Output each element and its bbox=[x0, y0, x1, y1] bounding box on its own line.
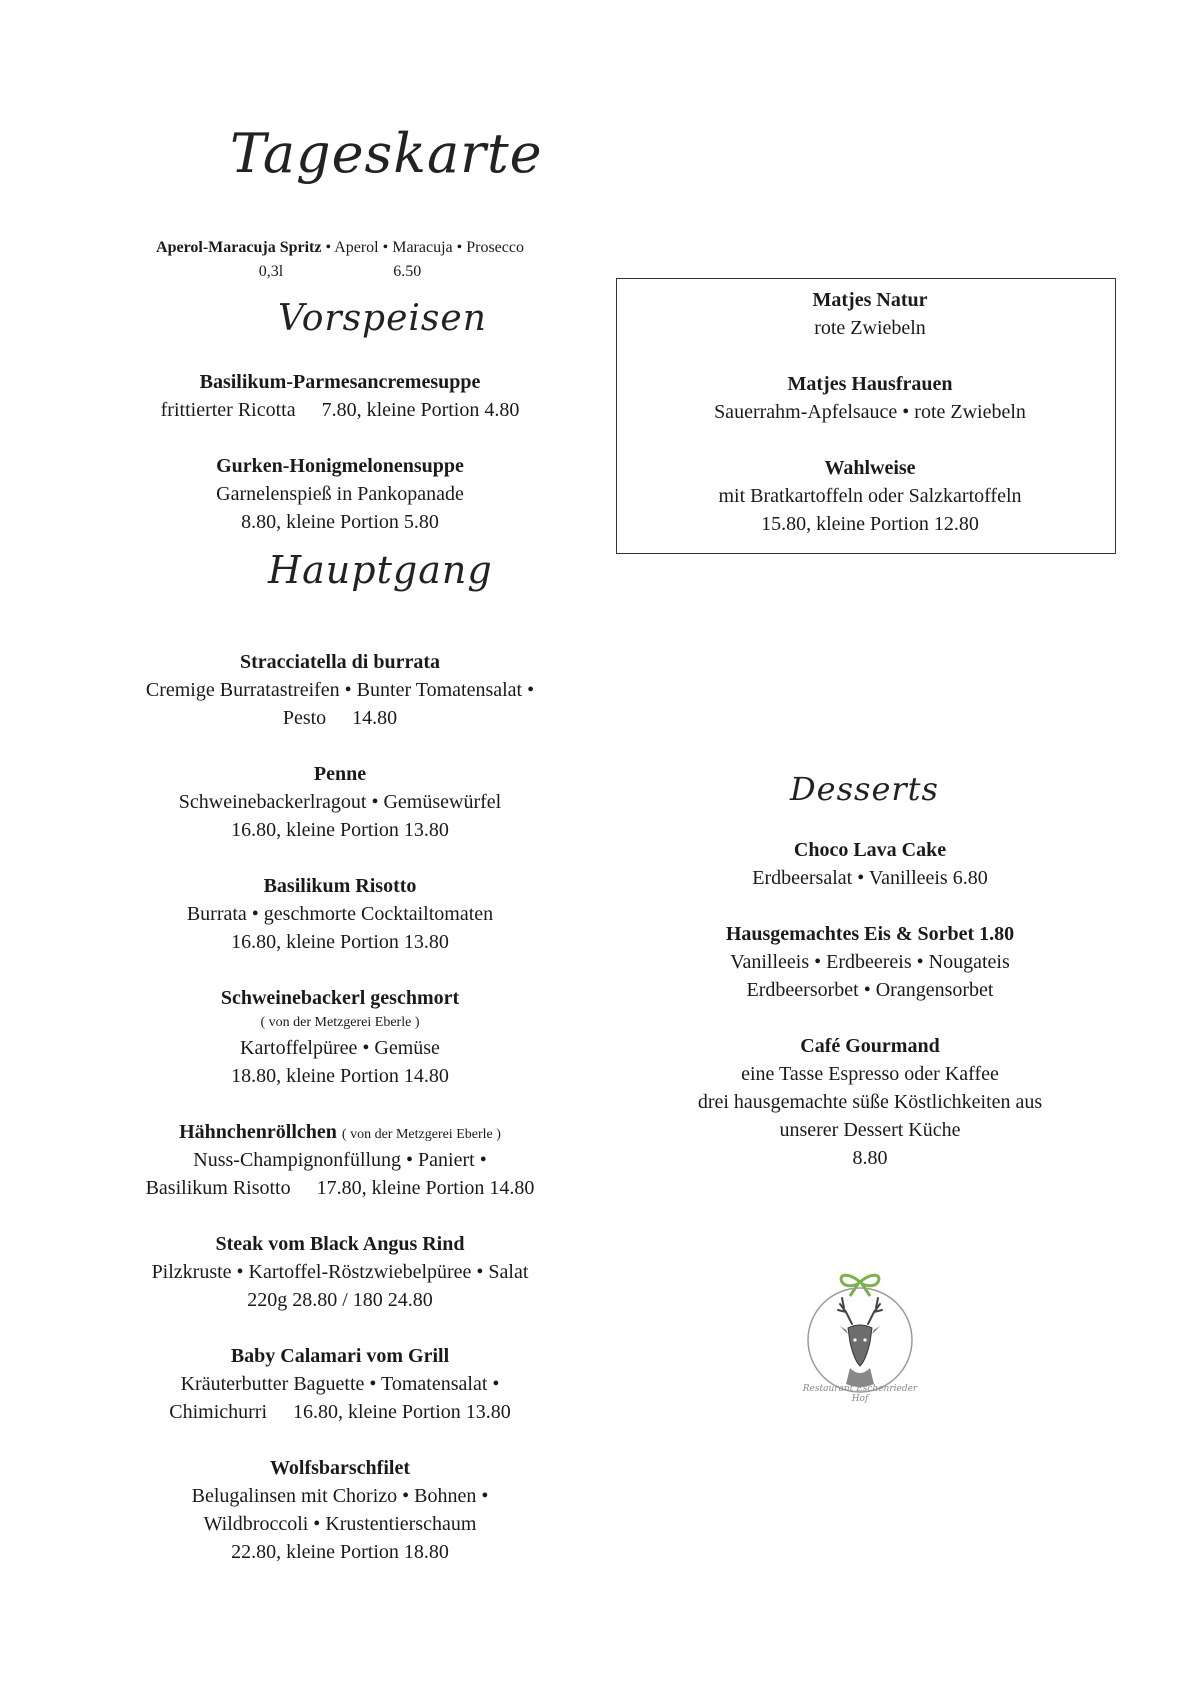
section-heading-mains: Hauptgang bbox=[268, 548, 493, 592]
item-name: Café Gourmand bbox=[800, 1035, 940, 1057]
restaurant-logo bbox=[800, 1252, 920, 1402]
item-price: 16.80, kleine Portion 13.80 bbox=[231, 931, 449, 953]
stag-head-icon bbox=[800, 1252, 920, 1402]
item-note: ( von der Metzgerei Eberle ) bbox=[260, 1015, 420, 1030]
item-price: 220g 28.80 / 180 24.80 bbox=[247, 1289, 433, 1311]
item-description: Kartoffelpüree • Gemüse bbox=[240, 1037, 440, 1059]
item-price: 15.80, kleine Portion 12.80 bbox=[761, 513, 979, 535]
item-name: Hausgemachtes Eis & Sorbet 1.80 bbox=[725, 923, 1015, 945]
item-name: Gurken-Honigmelonensuppe bbox=[216, 455, 464, 477]
item-name: Schweinebackerl geschmort bbox=[220, 987, 460, 1009]
item-description: Sauerrahm-Apfelsauce • rote Zwiebeln bbox=[714, 401, 1026, 423]
item-description: Wildbroccoli • Krustentierschaum bbox=[203, 1513, 477, 1535]
item-note: ( von der Metzgerei Eberle ) bbox=[341, 1127, 501, 1142]
menu-item bbox=[610, 370, 1130, 426]
item-name: Wolfsbarschfilet bbox=[270, 1457, 410, 1479]
item-name: Basilikum Risotto bbox=[263, 875, 417, 897]
menu-item bbox=[610, 920, 1130, 1004]
item-description: Garnelenspieß in Pankopanade bbox=[216, 483, 464, 505]
item-price: 16.80, kleine Portion 13.80 bbox=[231, 819, 449, 841]
item-description: eine Tasse Espresso oder Kaffee bbox=[741, 1063, 999, 1085]
item-name: Baby Calamari vom Grill bbox=[230, 1345, 450, 1367]
section-heading-desserts: Desserts bbox=[790, 770, 939, 808]
item-description: Cremige Burratastreifen • Bunter Tomatensalat • bbox=[145, 679, 535, 701]
item-name: Matjes Hausfrauen bbox=[787, 373, 953, 395]
menu-item bbox=[610, 454, 1130, 538]
section-heading-starters: Vorspeisen bbox=[278, 298, 487, 339]
item-description: Pesto bbox=[282, 707, 327, 729]
item-name: Choco Lava Cake bbox=[793, 839, 947, 861]
item-description: Nuss-Champignonfüllung • Paniert • bbox=[193, 1149, 487, 1171]
ribbon-bow bbox=[841, 1275, 879, 1296]
item-description: Kräuterbutter Baguette • Tomatensalat • bbox=[180, 1373, 500, 1395]
item-name: Stracciatella di burrata bbox=[240, 651, 440, 673]
drink-special bbox=[100, 236, 580, 284]
menu-item bbox=[100, 452, 580, 536]
item-price: 8.80, kleine Portion 5.80 bbox=[241, 511, 439, 533]
item-name: Hähnchenröllchen bbox=[179, 1121, 337, 1143]
menu-item bbox=[100, 760, 580, 844]
item-name: Penne bbox=[313, 763, 367, 785]
drink-size: 0,3l bbox=[258, 263, 284, 280]
menu-item bbox=[100, 1118, 580, 1202]
item-description: drei hausgemachte süße Köstlichkeiten aus bbox=[697, 1091, 1043, 1113]
menu-item bbox=[100, 648, 580, 732]
menu-item bbox=[100, 872, 580, 956]
drink-price: 6.50 bbox=[393, 263, 422, 280]
item-name: Steak vom Black Angus Rind bbox=[215, 1233, 465, 1255]
item-price: 18.80, kleine Portion 14.80 bbox=[231, 1065, 449, 1087]
drink-name: Aperol-Maracuja Spritz bbox=[156, 239, 322, 256]
item-description: Schweinebackerlragout • Gemüsewürfel bbox=[178, 791, 502, 813]
item-description: Pilzkruste • Kartoffel-Röstzwiebelpüree • Salat bbox=[151, 1261, 529, 1283]
item-price: 22.80, kleine Portion 18.80 bbox=[231, 1541, 449, 1563]
menu-item bbox=[610, 1032, 1130, 1172]
menu-item bbox=[100, 1230, 580, 1314]
logo-text: Restaurant Eschenrieder Hof bbox=[802, 1384, 918, 1404]
page-title: Tageskarte bbox=[230, 122, 543, 185]
item-description: Vanilleeis • Erdbeereis • Nougateis bbox=[730, 951, 1010, 973]
item-description: Chimichurri bbox=[169, 1401, 267, 1423]
item-description: mit Bratkartoffeln oder Salzkartoffeln bbox=[718, 485, 1022, 507]
item-description: unserer Dessert Küche bbox=[779, 1119, 961, 1141]
menu-item bbox=[100, 984, 580, 1090]
item-name: Basilikum-Parmesancremesuppe bbox=[199, 371, 481, 393]
item-description: Basilikum Risotto bbox=[145, 1177, 291, 1199]
item-price: 17.80, kleine Portion 14.80 bbox=[316, 1177, 535, 1199]
item-price: 7.80, kleine Portion 4.80 bbox=[321, 399, 520, 421]
item-price: 8.80 bbox=[852, 1147, 888, 1169]
item-name: Matjes Natur bbox=[812, 289, 928, 311]
menu-item bbox=[100, 1454, 580, 1566]
item-description: Erdbeersalat • Vanilleeis 6.80 bbox=[752, 867, 988, 889]
item-description: frittierter Ricotta bbox=[160, 399, 296, 421]
drink-details: • Aperol • Maracuja • Prosecco bbox=[325, 239, 524, 256]
menu-item bbox=[100, 1342, 580, 1426]
item-description: Burrata • geschmorte Cocktailtomaten bbox=[186, 903, 494, 925]
item-description: Belugalinsen mit Chorizo • Bohnen • bbox=[191, 1485, 489, 1507]
menu-item bbox=[610, 836, 1130, 892]
menu-item bbox=[610, 286, 1130, 342]
menu-item bbox=[100, 368, 580, 424]
item-description: Erdbeersorbet • Orangensorbet bbox=[746, 979, 994, 1001]
item-price: 16.80, kleine Portion 13.80 bbox=[293, 1401, 511, 1423]
item-description: rote Zwiebeln bbox=[814, 317, 926, 339]
item-name: Wahlweise bbox=[824, 457, 916, 479]
item-price: 14.80 bbox=[352, 707, 398, 729]
